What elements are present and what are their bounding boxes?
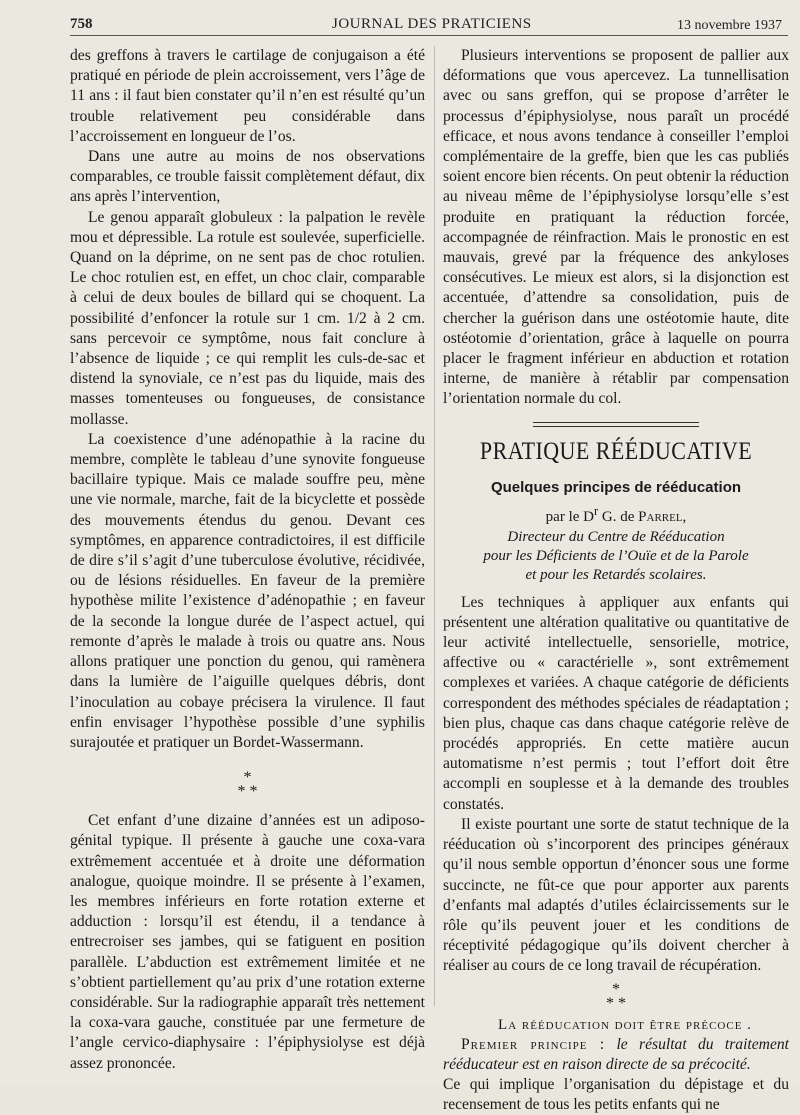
principle-paragraph bbox=[443, 1035, 789, 1075]
paragraph: des greffons à travers le cartilage de conjugaison a été pratiqué en période de plein accroissement, vers l’âge de 11 ans : il faut bien constater qu’il n’en est résulté qu’un trouble relativement peu considérable dans l’accroissement en longueur de l’os. bbox=[70, 47, 425, 145]
paragraph: Dans une autre au moins de nos observations comparables, ce trouble faissit complètement défaut, dix ans après l’intervention, bbox=[70, 148, 425, 206]
paragraph: La coexistence d’une adénopathie à la racine du membre, complète le tableau d’une synovite fongueuse bacillaire typique. Mais ce malade souffre peu, mène une vie normale, marche, fait de la bicyclette et possède des mouvements étendus du genou. Devant ces symptômes, en apparence contradictoires, il est difficile de dire s’il s’agit d’une tuberculose évolutive, récidivée, ou de lésions résiduelles. En faveur de la première hypothèse milite l’existence d’adénopathie ; en faveur de la seconde la longue durée de l’aspect actuel, qui remonte d’après le malade à trois ou quatre ans. Nous allons pratiquer une ponction du genou, qui ramènera dans la lumière de l’aiguille quelques débris, dont l’inoculation au cobaye précisera la virulence. Il faut enfin envisager l’hypothèse possible d’une syphilis surajoutée et pratiquer un Bordet-Wassermann. bbox=[70, 430, 425, 751]
paragraph: Il existe pourtant une sorte de statut technique de la rééducation où s’incorporent des principes généraux qu’il nous semble opportun d’énoncer sous une forme succincte, ne fût-ce que pour apporter aux parents d’enfants mal adaptés d’utiles éclaircissements sur le rôle qu’ils peuvent jouer et les conditions de réceptivité pédagogique qu’ils doivent chercher à réaliser au cours de ce long travail de récupération. bbox=[443, 815, 789, 975]
asterism-bottom: * * bbox=[606, 994, 626, 1012]
article-title: Quelques principes de rééducation bbox=[490, 478, 742, 496]
affiliation-line: Directeur du Centre de Rééducation bbox=[507, 528, 725, 545]
page-number: 758 bbox=[70, 16, 93, 32]
principle-text: le résultat du traitement rééducateur est en raison directe de sa précocité. bbox=[443, 1035, 789, 1073]
byline-initial: G. de bbox=[601, 508, 635, 525]
principle-subheading: La rééducation doit être précoce . bbox=[498, 1016, 752, 1033]
section-double-rule bbox=[533, 422, 699, 427]
affiliation-line: et pour les Retardés scolaires. bbox=[525, 566, 707, 583]
asterism-divider bbox=[70, 771, 425, 799]
affiliation-line: pour les Déficients de l’Ouïe et de la Parole bbox=[483, 547, 749, 564]
asterism-bottom: * * bbox=[237, 783, 258, 801]
asterism-top: * bbox=[243, 769, 252, 787]
byline-sup: r bbox=[593, 503, 599, 518]
right-column bbox=[443, 46, 789, 1115]
left-column bbox=[70, 46, 425, 1074]
page-header bbox=[70, 12, 788, 36]
author-name: Parrel, bbox=[638, 508, 687, 525]
journal-title: JOURNAL DES PRATICIENS bbox=[332, 16, 532, 32]
paragraph: Ce qui implique l’organisation du dépistage et du recensement de tous les petits enfants qui ne bbox=[443, 1075, 789, 1114]
paragraph: Le genou apparaît globuleux : la palpation le revèle mou et dépressible. La rotule est soulevée, superficielle. Quand on la déprime, on ne sent pas de choc rotulien. Le choc rotulien est, en effet, un choc clair, comparable à celui de deux boules de billard qui se choquent. La possibilité d’enfoncer la rotule sur 1 cm. 1/2 à 2 cm. sans percevoir ce symptôme, nous fait conclure à l’absence de liquide ; ce qui remplit les culs-de-sac et distend la synoviale, ce n’est pas du liquide, mais des masses tomenteuses ou fongueuses, de consistance mollasse. bbox=[70, 208, 425, 428]
column-divider bbox=[434, 46, 435, 1006]
paragraph: Plusieurs interventions se proposent de pallier aux déformations que vous apercevez. La tunnellisation avec ou sans greffon, qui se propose d’arrêter le processus d’épiphysiolyse, nous paraît un procédé efficace, et nous avons tendance à conseiller l’emploi complémentaire de la greffe, bien que les cas publiés soient encore bien récents. On peut obtenir la réduction au niveau même de l’épiphysiolyse lorsqu’elle s’est produite en pratiquant la réduction forcée, accompagnée de réinfraction. Mais le pronostic en est mauvais, grevé par la fréquence des ankyloses consécutives. Le mieux est alors, si la disjonction est accentuée, d’attendre sa consolidation, puis de chercher la guérison dans une ostéotomie haute, dite ostéotomie d’orientation, grâce à laquelle on pourra placer le fragment inférieur en abduction et rotation interne, de manière à rétablir par compensation l’orientation normale du col. bbox=[443, 47, 789, 408]
asterism-top: * bbox=[612, 980, 620, 998]
paragraph: Les techniques à appliquer aux enfants qui présentent une altération qualitative ou quantitative de leur activité intellectuelle, sensorielle, motrice, affective ou « caractérielle », sont extrêmement complexes et variées. A chaque catégorie de déficients correspondent des méthodes spéciales de réadaptation ; bien plus, chaque cas dans chaque catégorie relève de procédés appropriés. En cette matière aucun automatisme n’est permis ; tout l’effort doit être accompli en souplesse et à la demande des troubles constatés. bbox=[443, 593, 789, 813]
byline-prefix: par le D bbox=[545, 508, 594, 525]
asterism-divider bbox=[443, 980, 789, 1012]
principle-label: Premier principe : bbox=[461, 1035, 606, 1053]
paragraph: Cet enfant d’une dizaine d’années est un adiposo-génital typique. Il présente à gauche une coxa-vara extrêmement accentuée et à droite une déformation analogue, quoique moindre. Il se présente à l’examen, les membres inférieurs en forte rotation externe et adduction : lorsqu’il est étendu, il a tendance à entrecroiser ses jambes, qui se fatiguent en position parallèle. L’abduction est extrêmement limitée et ne s’obtient partiellement qu’au prix d’une rotation externe considérable. Sur la radiographie apparaît très nettement la coxa-vara gauche, constituée par une fermeture de l’angle cervico-diaphysaire : l’épiphysiolyse est déjà assez prononcée. bbox=[70, 812, 425, 1072]
issue-date: 13 novembre 1937 bbox=[677, 18, 782, 33]
author-affiliation bbox=[443, 528, 789, 585]
header-rule bbox=[70, 35, 788, 36]
byline bbox=[443, 501, 789, 528]
section-heading: PRATIQUE RÉÉDUCATIVE bbox=[479, 437, 753, 465]
